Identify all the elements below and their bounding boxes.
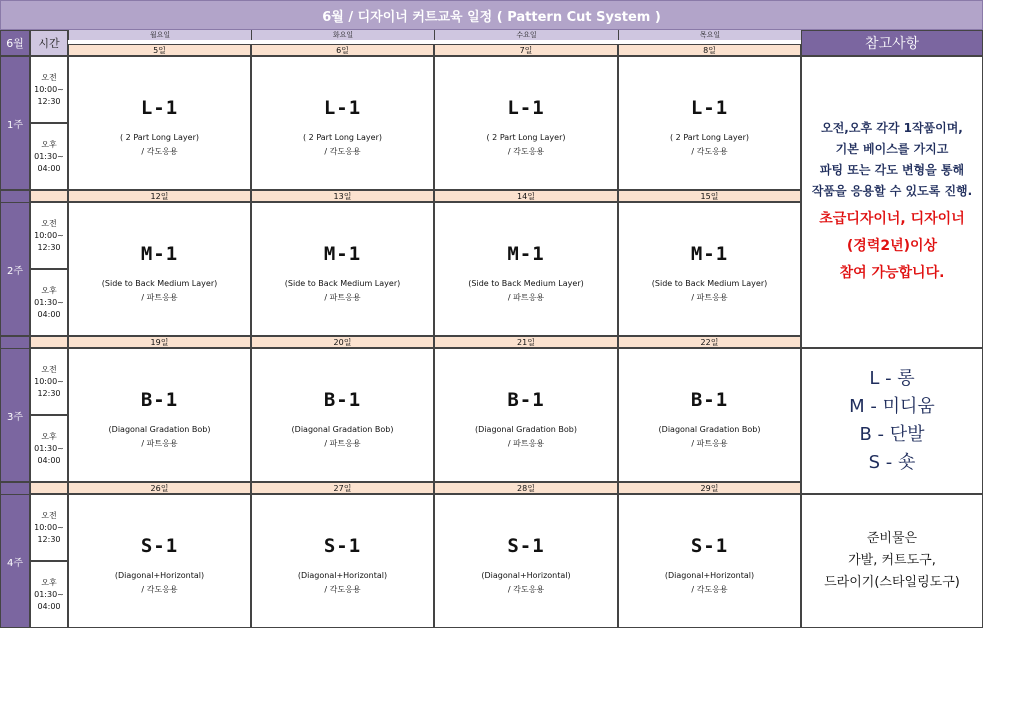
- legend-item: B - 단발: [859, 424, 925, 445]
- lesson-title: ( 2 Part Long Layer): [670, 133, 749, 142]
- lesson-code: M-1: [690, 243, 729, 265]
- time-text: 오후: [41, 577, 57, 587]
- lesson-sub: / 파트응용: [141, 293, 178, 302]
- lesson-cell: [618, 348, 801, 482]
- time-text: 01:30~: [34, 443, 64, 453]
- date-label: 14일: [434, 190, 618, 202]
- lesson-code: L-1: [507, 97, 545, 119]
- lesson-sub: / 각도응용: [324, 147, 361, 156]
- time-text: 12:30: [37, 96, 61, 106]
- lesson-desc: [120, 131, 199, 159]
- lesson-desc: [670, 131, 749, 159]
- notes-warning: (경력2년)이상: [846, 237, 938, 254]
- lesson-code: S-1: [323, 535, 362, 557]
- notes-line: 파팅 또는 각도 변형을 통해: [819, 162, 965, 177]
- lesson-title: (Diagonal+Horizontal): [481, 571, 571, 580]
- time-text: 오전: [41, 218, 57, 228]
- prep-line: 가발, 커트도구,: [848, 553, 936, 568]
- date-label: 7일: [434, 44, 618, 56]
- lesson-cell: [618, 494, 801, 628]
- lesson-code: L-1: [323, 97, 362, 119]
- date-label: 6일: [251, 44, 434, 56]
- time-text: 04:00: [37, 601, 61, 611]
- lesson-code: B-1: [140, 389, 179, 411]
- lesson-cell: [68, 494, 251, 628]
- week-label: 1주: [0, 56, 30, 190]
- date-label: 8일: [618, 44, 801, 56]
- lesson-sub: / 파트응용: [691, 439, 728, 448]
- time-pm: [30, 123, 68, 190]
- time-pm: [30, 415, 68, 482]
- prep-line: 드라이기(스타일링도구): [824, 575, 960, 590]
- date-label: 28일: [434, 482, 618, 494]
- lesson-cell: [251, 56, 434, 190]
- notes-prep: [801, 494, 983, 628]
- lesson-code: B-1: [690, 389, 729, 411]
- lesson-desc: [285, 277, 400, 305]
- lesson-desc: [115, 569, 204, 597]
- lesson-sub: / 파트응용: [507, 439, 545, 448]
- time-text: 10:00~: [34, 84, 64, 94]
- lesson-title: (Diagonal Gradation Bob): [475, 425, 577, 434]
- lesson-sub: / 파트응용: [141, 439, 178, 448]
- lesson-code: L-1: [690, 97, 729, 119]
- date-spacer: [0, 482, 30, 494]
- lesson-title: (Diagonal+Horizontal): [297, 571, 388, 580]
- date-label: 26일: [68, 482, 251, 494]
- lesson-desc: [298, 569, 387, 597]
- lesson-cell: [434, 202, 618, 336]
- lesson-desc: [468, 277, 583, 305]
- lesson-title: ( 2 Part Long Layer): [120, 133, 199, 142]
- time-text: 12:30: [37, 534, 61, 544]
- lesson-sub: / 각도응용: [507, 585, 545, 594]
- lesson-cell: [68, 202, 251, 336]
- lesson-title: (Diagonal+Horizontal): [664, 571, 755, 580]
- date-label: 19일: [68, 336, 251, 348]
- date-label: 12일: [68, 190, 251, 202]
- time-text: 10:00~: [34, 376, 64, 386]
- lesson-title: (Diagonal Gradation Bob): [108, 425, 211, 434]
- lesson-cell: [251, 202, 434, 336]
- lesson-sub: / 파트응용: [324, 439, 361, 448]
- lesson-cell: [434, 56, 618, 190]
- lesson-desc: [109, 423, 211, 451]
- lesson-code: M-1: [323, 243, 362, 265]
- lesson-cell: [251, 348, 434, 482]
- legend-item: M - 미디움: [849, 396, 935, 417]
- day-name: 수요일: [434, 30, 618, 40]
- lesson-sub: / 각도응용: [141, 147, 178, 156]
- day-name: 월요일: [68, 30, 251, 40]
- lesson-sub: / 파트응용: [691, 293, 728, 302]
- lesson-cell: [618, 56, 801, 190]
- day-name: 화요일: [251, 30, 434, 40]
- lesson-code: S-1: [140, 535, 179, 557]
- lesson-code: M-1: [140, 243, 179, 265]
- notes-warning: 참여 가능합니다.: [839, 264, 945, 281]
- lesson-desc: [303, 131, 382, 159]
- notes-header: 참고사항: [801, 30, 983, 56]
- time-text: 04:00: [37, 163, 61, 173]
- legend-item: S - 숏: [868, 452, 916, 473]
- lesson-desc: [652, 277, 767, 305]
- lesson-cell: [434, 348, 618, 482]
- date-label: 20일: [251, 336, 434, 348]
- time-am: [30, 56, 68, 123]
- time-text: 오전: [41, 72, 57, 82]
- lesson-desc: [102, 277, 217, 305]
- lesson-title: ( 2 Part Long Layer): [486, 133, 566, 142]
- lesson-sub: / 각도응용: [691, 147, 728, 156]
- week-label: 2주: [0, 202, 30, 336]
- date-spacer: [0, 190, 30, 202]
- time-am: [30, 348, 68, 415]
- lesson-sub: / 각도응용: [324, 585, 361, 594]
- lesson-code: B-1: [507, 389, 545, 411]
- lesson-code: M-1: [507, 243, 545, 265]
- lesson-cell: [251, 494, 434, 628]
- lesson-title: (Diagonal Gradation Bob): [291, 425, 394, 434]
- date-label: 13일: [251, 190, 434, 202]
- date-label: 15일: [618, 190, 801, 202]
- time-text: 오후: [41, 285, 57, 295]
- time-text: 12:30: [37, 242, 61, 252]
- notes-info: [801, 56, 983, 348]
- lesson-desc: [475, 423, 577, 451]
- lesson-code: L-1: [140, 97, 179, 119]
- page-title: 6월 / 디자이너 커트교육 일정 ( Pattern Cut System ): [0, 0, 983, 30]
- time-text: 오전: [41, 364, 57, 374]
- lesson-title: ( 2 Part Long Layer): [303, 133, 382, 142]
- week-label: 4주: [0, 494, 30, 628]
- lesson-title: (Side to Back Medium Layer): [101, 279, 218, 288]
- lesson-desc: [292, 423, 394, 451]
- time-text: 01:30~: [34, 151, 64, 161]
- lesson-sub: / 각도응용: [507, 147, 545, 156]
- lesson-cell: [434, 494, 618, 628]
- date-label: 22일: [618, 336, 801, 348]
- time-header: 시간: [30, 30, 68, 56]
- lesson-desc: [481, 569, 570, 597]
- lesson-code: S-1: [507, 535, 545, 557]
- lesson-code: B-1: [323, 389, 362, 411]
- date-spacer: [30, 190, 68, 202]
- lesson-cell: [618, 202, 801, 336]
- lesson-title: (Side to Back Medium Layer): [468, 279, 584, 288]
- time-text: 12:30: [37, 388, 61, 398]
- time-am: [30, 202, 68, 269]
- notes-line: 오전,오후 각각 1작품이며,: [821, 120, 963, 135]
- time-text: 04:00: [37, 309, 61, 319]
- week-label: 3주: [0, 348, 30, 482]
- day-name: 목요일: [618, 30, 801, 40]
- lesson-title: (Diagonal Gradation Bob): [658, 425, 761, 434]
- notes-line: 작품을 응용할 수 있도록 진행.: [811, 183, 973, 198]
- time-text: 01:30~: [34, 589, 64, 599]
- time-pm: [30, 269, 68, 336]
- lesson-desc: [487, 131, 566, 159]
- time-pm: [30, 561, 68, 628]
- time-text: 01:30~: [34, 297, 64, 307]
- time-text: 04:00: [37, 455, 61, 465]
- time-text: 10:00~: [34, 522, 64, 532]
- notes-line: 기본 베이스를 가지고: [835, 141, 949, 156]
- prep-line: 준비물은: [866, 531, 918, 546]
- lesson-sub: / 각도응용: [691, 585, 728, 594]
- lesson-cell: [68, 348, 251, 482]
- legend-item: L - 롱: [869, 368, 915, 389]
- time-text: 오후: [41, 139, 57, 149]
- month-header: 6월: [0, 30, 30, 56]
- date-spacer: [0, 336, 30, 348]
- time-text: 오전: [41, 510, 57, 520]
- lesson-desc: [665, 569, 754, 597]
- date-spacer: [30, 482, 68, 494]
- lesson-cell: [68, 56, 251, 190]
- date-spacer: [30, 336, 68, 348]
- notes-warning: 초급디자이너, 디자이너: [819, 210, 965, 227]
- date-label: 29일: [618, 482, 801, 494]
- time-text: 오후: [41, 431, 57, 441]
- time-am: [30, 494, 68, 561]
- lesson-desc: [659, 423, 761, 451]
- date-label: 27일: [251, 482, 434, 494]
- date-label: 21일: [434, 336, 618, 348]
- lesson-sub: / 각도응용: [141, 585, 178, 594]
- notes-legend: [801, 348, 983, 494]
- date-label: 5일: [68, 44, 251, 56]
- lesson-code: S-1: [690, 535, 729, 557]
- lesson-title: (Side to Back Medium Layer): [651, 279, 768, 288]
- lesson-sub: / 파트응용: [507, 293, 545, 302]
- lesson-title: (Diagonal+Horizontal): [114, 571, 205, 580]
- lesson-title: (Side to Back Medium Layer): [284, 279, 401, 288]
- time-text: 10:00~: [34, 230, 64, 240]
- lesson-sub: / 파트응용: [324, 293, 361, 302]
